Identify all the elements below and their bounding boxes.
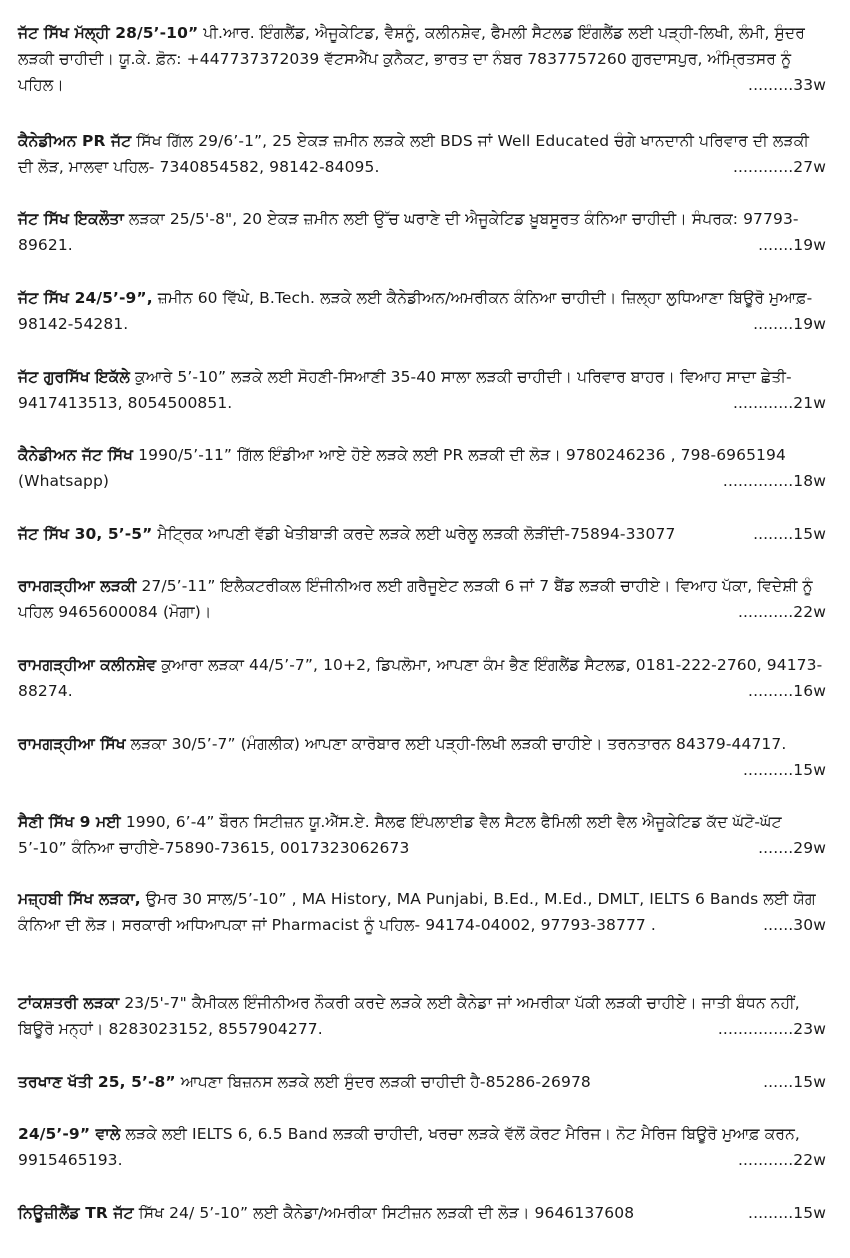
classified-ad (18, 1121, 826, 1173)
ad-text: ਪੀ.ਆਰ. ਇੰਗਲੈਂਡ, ਐਜੂਕੇਟਿਡ, ਵੈਸ਼ਨੂੰ, ਕਲੀਨਸ਼ੇਵ, ਫੈਮਲੀ ਸੈਟਲਡ ਇੰਗਲੈਂਡ ਲਈ ਪੜ੍ਹੀ-ਲਿਖੀ, ਲੰਮੀ, ਸੁੰਦਰ ਲੜਕੀ ਚਾਹੀਦੀ। ਯੂ.ਕੇ. ਫ਼ੋਨ: +447737372039 ਵੱਟਸਐੱਪ ਕੁਨੈਕਟ, ਭਾਰਤ ਦਾ ਨੰਬਰ 7837757260 ਗੁਰਦਾਸਪੁਰ, ਅੰਮ੍ਰਿਤਸਰ ਨੂੰ ਪਹਿਲ। (18, 24, 805, 94)
ad-headline: ਜੱਟ ਸਿੱਖ 30, 5’-5” (18, 525, 153, 543)
classified-ad (18, 128, 826, 180)
ad-headline: ਜੱਟ ਸਿੱਖ ਇਕਲੌਤਾ (18, 210, 124, 228)
ad-code: .......29w (758, 839, 826, 857)
ad-headline: ਟਾਂਕਸ਼ਤਰੀ ਲੜਕਾ (18, 994, 120, 1012)
ad-code: ........15w (753, 525, 826, 543)
ad-headline: ਰਾਮਗੜ੍ਹੀਆ ਸਿੱਖ (18, 735, 126, 753)
classified-ad (18, 652, 826, 704)
classified-ad (18, 364, 826, 416)
ad-text: ਲੜਕੇ ਲਈ IELTS 6, 6.5 Band ਲੜਕੀ ਚਾਹੀਦੀ, ਖਰਚਾ ਲੜਕੇ ਵੱਲੋਂ ਕੋਰਟ ਮੈਰਿਜ। ਨੋਟ ਮੈਰਿਜ ਬਿਊਰੋ ਮੁਆਫ਼ ਕਰਨ, 9915465193. (18, 1125, 800, 1169)
ad-code: ...........22w (738, 1151, 826, 1169)
ad-code: ...........22w (738, 603, 826, 621)
classified-ad (18, 573, 826, 625)
ad-headline: 24/5’-9” ਵਾਲੇ (18, 1125, 121, 1143)
ad-text: ਲੜਕਾ 25/5'-8", 20 ਏਕੜ ਜ਼ਮੀਨ ਲਈ ਉੱਚ ਘਰਾਣੇ ਦੀ ਐਜੂਕੇਟਿਡ ਖ਼ੂਬਸੂਰਤ ਕੰਨਿਆ ਚਾਹੀਦੀ। ਸੰਪਰਕ: 97793-89621. (18, 210, 799, 254)
ad-code: ..........15w (743, 761, 826, 779)
classified-ad (18, 206, 826, 258)
ad-code: .........15w (748, 1204, 826, 1222)
classified-ad (18, 886, 826, 938)
ad-text: 1990, 6’-4” ਬੌਰਨ ਸਿਟੀਜ਼ਨ ਯੂ.ਐੱਸ.ਏ. ਸੈਲਫ ਇੰਪਲਾਈਡ ਵੈਲ ਸੈਟਲ ਫੈਮਿਲੀ ਲਈ ਵੈਲ ਐਜੂਕੇਟਿਡ ਕੱਦ ਘੱਟੋ-ਘੱਟ 5’-10” ਕੰਨਿਆ ਚਾਹੀਏ-75890-73615, 0017323062673 (18, 813, 782, 857)
ad-code: ............21w (732, 394, 826, 412)
ad-headline: ਰਾਮਗੜ੍ਹੀਆ ਕਲੀਨਸ਼ੇਵ (18, 656, 157, 674)
ad-headline: ਜੱਟ ਸਿੱਖ ਮੱਲ੍ਹੀ 28/5’-10” (18, 24, 199, 42)
classified-ad (18, 809, 826, 861)
ad-text: ਸਿੱਖ ਗਿੱਲ 29/6’-1”, 25 ਏਕੜ ਜ਼ਮੀਨ ਲੜਕੇ ਲਈ BDS ਜਾਂ Well Educated ਚੰਗੇ ਖਾਨਦਾਨੀ ਪਰਿਵਾਰ ਦੀ ਲੜਕੀ ਦੀ ਲੋੜ, ਮਾਲਵਾ ਪਹਿਲ- 7340854582, 98142-84095. (18, 132, 810, 176)
ad-text: 1990/5’-11” ਗਿੱਲ ਇੰਡੀਆ ਆਏ ਹੋਏ ਲੜਕੇ ਲਈ PR ਲੜਕੀ ਦੀ ਲੋੜ। 9780246236 , 798-6965194 (Whatsapp) (18, 446, 786, 490)
classified-ad (18, 990, 826, 1042)
ad-headline: ਜੱਟ ਸਿੱਖ 24/5’-9”, (18, 289, 153, 307)
ad-code: ............27w (732, 158, 826, 176)
ad-text: ਮੈਟ੍ਰਿਕ ਆਪਣੀ ਵੱਡੀ ਖੇਤੀਬਾੜੀ ਕਰਦੇ ਲੜਕੇ ਲਈ ਘਰੇਲੂ ਲੜਕੀ ਲੋੜੀਂਦੀ-75894-33077 (157, 525, 676, 543)
classified-ad (18, 442, 826, 494)
classified-ad (18, 731, 826, 783)
ad-code: ......15w (763, 1073, 826, 1091)
ad-text: ਕੁਆਰੇ 5’-10” ਲੜਕੇ ਲਈ ਸੋਹਣੀ-ਸਿਆਣੀ 35-40 ਸਾਲਾ ਲੜਕੀ ਚਾਹੀਦੀ। ਪਰਿਵਾਰ ਬਾਹਰ। ਵਿਆਹ ਸਾਦਾ ਛੇਤੀ- 9417413513, 8054500851. (18, 368, 792, 412)
ad-text: ਕੁਆਰਾ ਲੜਕਾ 44/5’-7”, 10+2, ਡਿਪਲੋਮਾ, ਆਪਣਾ ਕੰਮ ਭੈਣ ਇੰਗਲੈਂਡ ਸੈਟਲਡ, 0181-222-2760, 94173-88274. (18, 656, 823, 700)
ad-headline: ਮਜ਼੍ਹਬੀ ਸਿੱਖ ਲੜਕਾ, (18, 890, 141, 908)
ad-text: ਸਿੱਖ 24/ 5’-10” ਲਈ ਕੈਨੇਡਾ/ਅਮਰੀਕਾ ਸਿਟੀਜ਼ਨ ਲੜਕੀ ਦੀ ਲੋੜ। 9646137608 (138, 1204, 635, 1222)
ad-code: ..............18w (722, 472, 826, 490)
ad-text: ਆਪਣਾ ਬਿਜ਼ਨਸ ਲੜਕੇ ਲਈ ਸੁੰਦਰ ਲੜਕੀ ਚਾਹੀਦੀ ਹੈ-85286-26978 (180, 1073, 591, 1091)
ad-code: .........33w (748, 76, 826, 94)
ad-code: ........19w (753, 315, 826, 333)
ad-headline: ਤਰਖਾਣ ਖੱਤੀ 25, 5’-8” (18, 1073, 176, 1091)
classified-ad (18, 20, 826, 98)
classified-ad (18, 1069, 826, 1095)
classified-ad (18, 285, 826, 337)
ad-code: ......30w (763, 916, 826, 934)
ad-code: .......19w (758, 236, 826, 254)
classified-ad (18, 1200, 826, 1226)
ad-headline: ਨਿਊਜ਼ੀਲੈਂਡ TR ਜੱਟ (18, 1204, 134, 1222)
ad-headline: ਕੈਨੇਡੀਅਨ ਜੱਟ ਸਿੱਖ (18, 446, 134, 464)
ad-headline: ਕੈਨੇਡੀਅਨ PR ਜੱਟ (18, 132, 132, 150)
ad-text: 27/5’-11” ਇਲੈਕਟਰੀਕਲ ਇੰਜੀਨੀਅਰ ਲਈ ਗਰੈਜੂਏਟ ਲੜਕੀ 6 ਜਾਂ 7 ਬੈਂਡ ਲੜਕੀ ਚਾਹੀਏ। ਵਿਆਹ ਪੱਕਾ, ਵਿਦੇਸ਼ੀ ਨੂੰ ਪਹਿਲ 9465600084 (ਮੋਗਾ)। (18, 577, 813, 621)
classified-ad (18, 521, 826, 547)
ad-text: ਲੜਕਾ 30/5’-7” (ਮੰਗਲੀਕ) ਆਪਣਾ ਕਾਰੋਬਾਰ ਲਈ ਪੜ੍ਹੀ-ਲਿਖੀ ਲੜਕੀ ਚਾਹੀਏ। ਤਰਨਤਾਰਨ 84379-44717. (130, 735, 787, 753)
ad-headline: ਰਾਮਗੜ੍ਹੀਆ ਲੜਕੀ (18, 577, 137, 595)
ad-text: ਉਮਰ 30 ਸਾਲ/5’-10” , MA History, MA Punjabi, B.Ed., M.Ed., DMLT, IELTS 6 Bands ਲਈ ਯੋਗ ਕੰਨਿਆ ਦੀ ਲੋੜ। ਸਰਕਾਰੀ ਅਧਿਆਪਕਾ ਜਾਂ Pharmacist ਨੂੰ ਪਹਿਲ- 94174-04002, 97793-38777 . (18, 890, 816, 934)
ad-text: ਜ਼ਮੀਨ 60 ਵਿੱਘੇ, B.Tech. ਲੜਕੇ ਲਈ ਕੈਨੇਡੀਅਨ/ਅਮਰੀਕਨ ਕੰਨਿਆ ਚਾਹੀਦੀ। ਜ਼ਿਲ੍ਹਾ ਲੁਧਿਆਣਾ ਬਿਊਰੋ ਮੁਆਫ਼- 98142-54281. (18, 289, 813, 333)
ad-code: .........16w (748, 682, 826, 700)
ad-headline: ਜੱਟ ਗੁਰਸਿੱਖ ਇਕੱਲੇ (18, 368, 131, 386)
ad-text: 23/5'-7" ਕੈਮੀਕਲ ਇੰਜੀਨੀਅਰ ਨੌਕਰੀ ਕਰਦੇ ਲੜਕੇ ਲਈ ਕੈਨੇਡਾ ਜਾਂ ਅਮਰੀਕਾ ਪੱਕੀ ਲੜਕੀ ਚਾਹੀਏ। ਜਾਤੀ ਬੰਧਨ ਨਹੀਂ, ਬਿਊਰੋ ਮਨ੍ਹਾਂ। 8283023152, 8557904277. (18, 994, 800, 1038)
ad-code: ...............23w (717, 1020, 826, 1038)
ad-headline: ਸੈਣੀ ਸਿੱਖ 9 ਮਈ (18, 813, 121, 831)
